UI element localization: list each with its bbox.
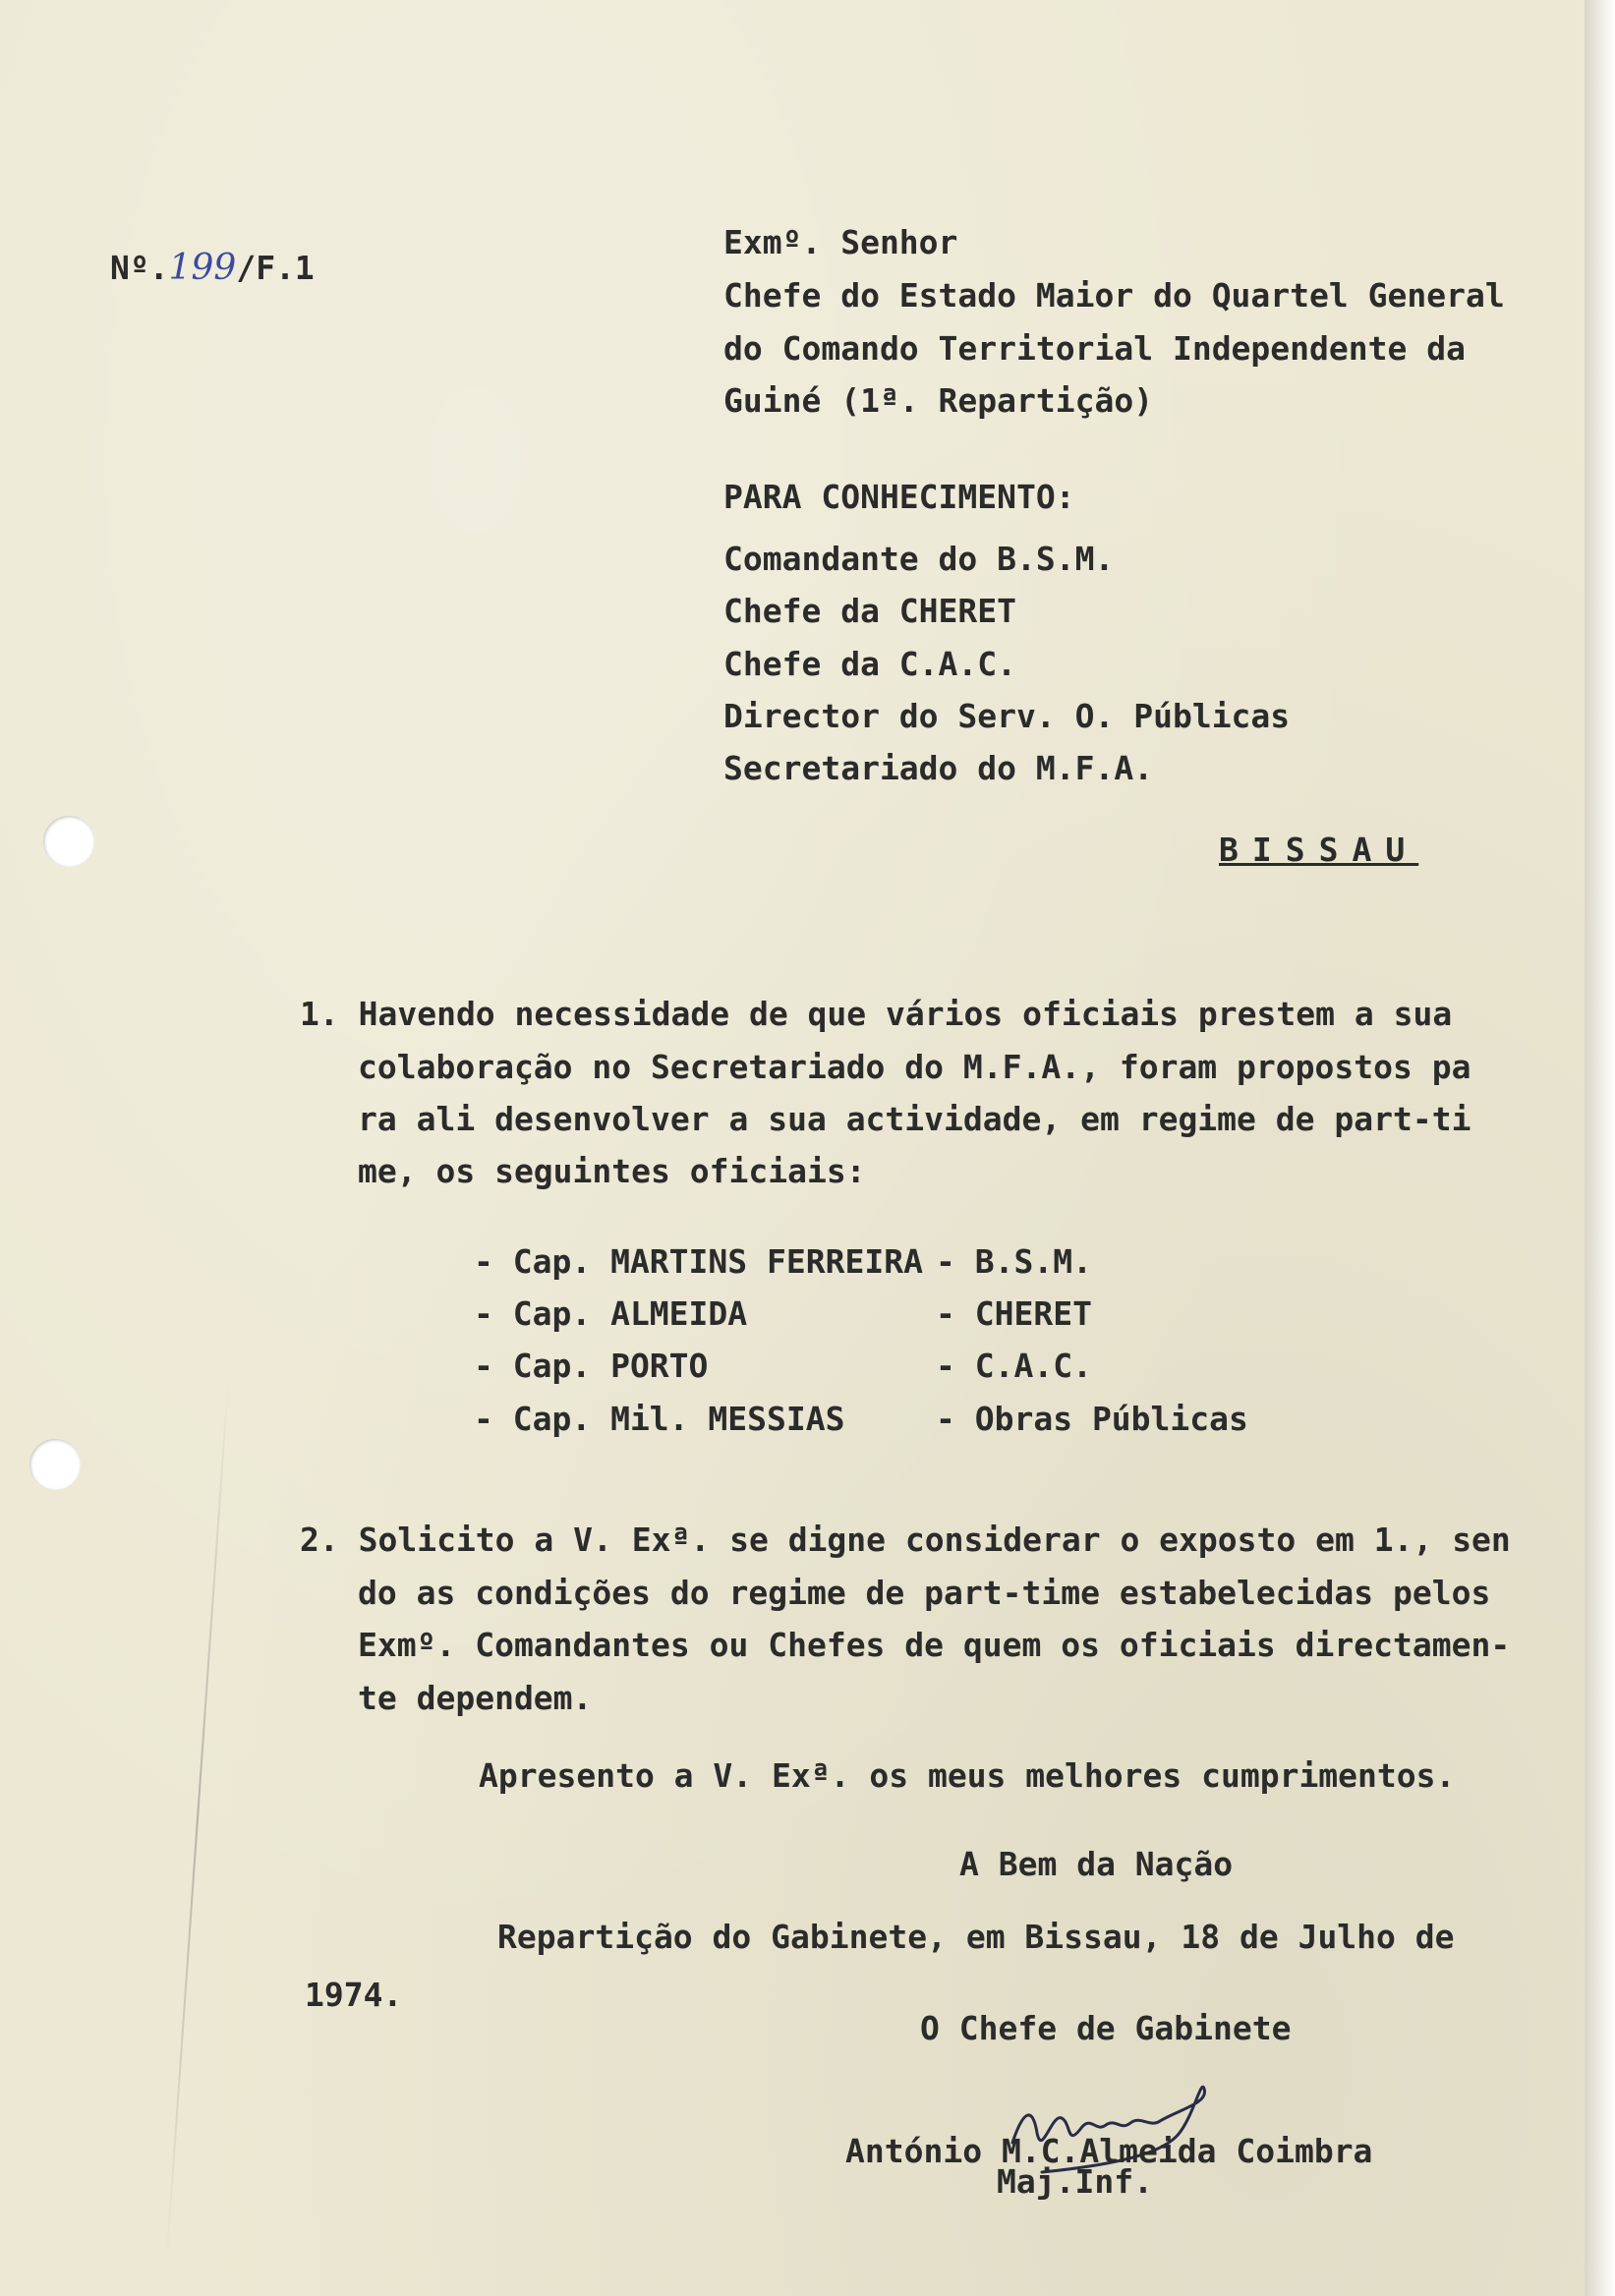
officer-name: - Cap. PORTO [474,1347,709,1385]
signatory-rank: Maj.Inf. [997,2162,1153,2201]
paragraph-line: Exmº. Comandantes ou Chefes de quem os oficiais directamen- [358,1626,1511,1664]
officer-name: - Cap. Mil. MESSIAS [474,1400,845,1438]
officer-unit: - C.A.C. [936,1347,1092,1385]
destination-city: BISSAU [1219,831,1419,869]
addressee-line: Guiné (1ª. Repartição) [723,381,1154,420]
officer-unit: - CHERET [936,1294,1092,1333]
copy-to-line: Chefe da CHERET [723,592,1017,630]
paragraph-line: 1. Havendo necessidade de que vários oficiais prestem a sua [300,995,1453,1033]
signatory-name: António M.C.Almeida Coimbra [845,2132,1373,2170]
scan-border [1585,0,1615,2296]
signatory-title: O Chefe de Gabinete [920,2009,1292,2047]
motto: A Bem da Nação [959,1845,1234,1883]
addressee-line: Chefe do Estado Maior do Quartel General [723,276,1505,315]
punch-hole-top [43,816,94,867]
copy-to-heading: PARA CONHECIMENTO: [723,478,1075,516]
paragraph-line: colaboração no Secretariado do M.F.A., foram propostos pa [358,1048,1471,1086]
copy-to-line: Chefe da C.A.C. [723,645,1017,683]
paragraph-line: 2. Solicito a V. Exª. se digne considerar o exposto em 1., sen [300,1521,1511,1559]
paragraph-line: do as condições do regime de part-time estabelecidas pelos [358,1574,1491,1612]
addressee-line: Exmº. Senhor [723,223,958,261]
place-date-year: 1974. [305,1976,403,2014]
reference-prefix: Nº. [110,249,169,287]
reference-suffix: /F.1 [236,249,315,287]
paragraph-line: te dependem. [358,1679,593,1717]
closing-salutation: Apresento a V. Exª. os meus melhores cumprimentos. [479,1756,1456,1795]
punch-hole-bottom [29,1439,81,1490]
officer-unit: - Obras Públicas [936,1400,1248,1438]
officer-name: - Cap. MARTINS FERREIRA [474,1242,923,1281]
copy-to-line: Comandante do B.S.M. [723,540,1115,578]
place-date-line: Repartição do Gabinete, em Bissau, 18 de Julho de [497,1918,1455,1956]
officer-name: - Cap. ALMEIDA [474,1294,748,1333]
officer-unit: - B.S.M. [936,1242,1092,1281]
paragraph-line: me, os seguintes oficiais: [358,1152,866,1190]
copy-to-line: Director do Serv. O. Públicas [723,697,1291,735]
reference-number [110,248,315,288]
addressee-line: do Comando Territorial Independente da [723,329,1466,368]
paragraph-line: ra ali desenvolver a sua actividade, em regime de part-ti [358,1100,1471,1138]
reference-handwritten-number: 199 [168,248,237,288]
paper-crease [166,1377,230,2260]
copy-to-line: Secretariado do M.F.A. [723,749,1154,787]
